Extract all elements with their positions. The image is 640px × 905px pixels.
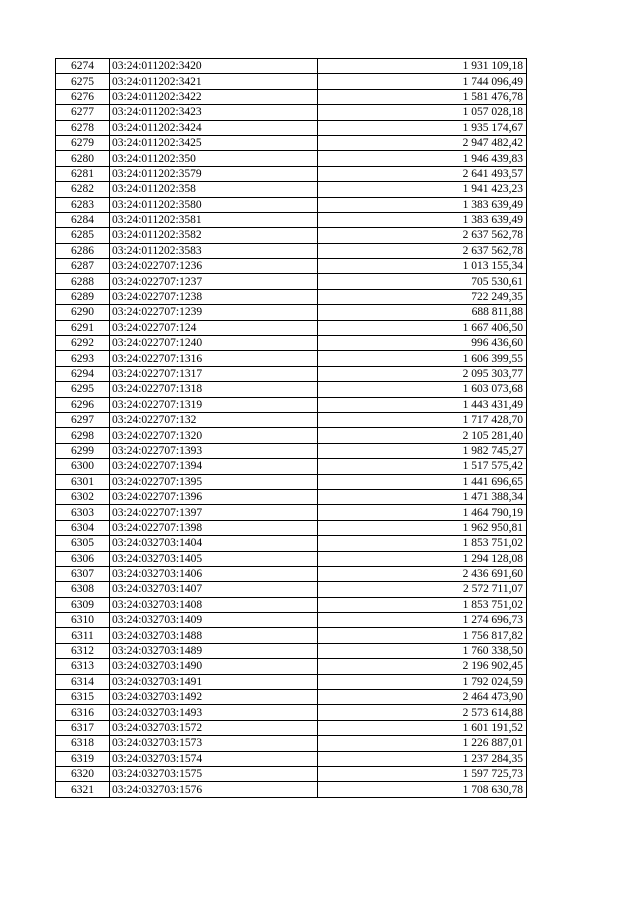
- value-cell: 1 464 790,19: [318, 505, 527, 520]
- table-row: [56, 336, 527, 351]
- row-number-cell: 6310: [56, 613, 110, 628]
- row-number-cell: 6315: [56, 690, 110, 705]
- row-number-cell: 6274: [56, 59, 110, 74]
- cadastral-number-cell: 03:24:011202:3425: [110, 135, 318, 150]
- value-cell: 1 013 155,34: [318, 259, 527, 274]
- cadastral-number-cell: 03:24:032703:1489: [110, 643, 318, 658]
- cadastral-number-cell: 03:24:032703:1406: [110, 566, 318, 581]
- row-number-cell: 6294: [56, 366, 110, 381]
- cadastral-number-cell: 03:24:011202:3582: [110, 228, 318, 243]
- row-number-cell: 6308: [56, 582, 110, 597]
- row-number-cell: 6286: [56, 243, 110, 258]
- value-cell: 1 443 431,49: [318, 397, 527, 412]
- row-number-cell: 6312: [56, 643, 110, 658]
- cadastral-number-cell: 03:24:032703:1407: [110, 582, 318, 597]
- value-cell: 1 760 338,50: [318, 643, 527, 658]
- table-row: [56, 474, 527, 489]
- row-number-cell: 6289: [56, 289, 110, 304]
- cadastral-number-cell: 03:24:022707:1317: [110, 366, 318, 381]
- cadastral-number-cell: 03:24:022707:1394: [110, 459, 318, 474]
- row-number-cell: 6319: [56, 751, 110, 766]
- row-number-cell: 6316: [56, 705, 110, 720]
- value-cell: 2 436 691,60: [318, 566, 527, 581]
- table-row: [56, 305, 527, 320]
- value-cell: 2 947 482,42: [318, 135, 527, 150]
- cadastral-number-cell: 03:24:022707:1316: [110, 351, 318, 366]
- row-number-cell: 6302: [56, 489, 110, 504]
- table-row: [56, 89, 527, 104]
- value-cell: 1 383 639,49: [318, 197, 527, 212]
- cadastral-number-cell: 03:24:022707:1236: [110, 259, 318, 274]
- table-row: [56, 720, 527, 735]
- row-number-cell: 6298: [56, 428, 110, 443]
- cadastral-number-cell: 03:24:022707:1319: [110, 397, 318, 412]
- row-number-cell: 6288: [56, 274, 110, 289]
- table-body: [56, 59, 527, 798]
- cadastral-number-cell: 03:24:022707:1396: [110, 489, 318, 504]
- cadastral-number-cell: 03:24:022707:1237: [110, 274, 318, 289]
- table-row: [56, 613, 527, 628]
- cadastral-number-cell: 03:24:022707:132: [110, 412, 318, 427]
- value-cell: 2 464 473,90: [318, 690, 527, 705]
- cadastral-number-cell: 03:24:032703:1491: [110, 674, 318, 689]
- value-cell: 1 708 630,78: [318, 782, 527, 797]
- value-cell: 1 792 024,59: [318, 674, 527, 689]
- value-cell: 1 982 745,27: [318, 443, 527, 458]
- row-number-cell: 6309: [56, 597, 110, 612]
- cadastral-number-cell: 03:24:032703:1409: [110, 613, 318, 628]
- cadastral-number-cell: 03:24:022707:124: [110, 320, 318, 335]
- row-number-cell: 6313: [56, 659, 110, 674]
- table-row: [56, 690, 527, 705]
- table-row: [56, 366, 527, 381]
- cadastral-number-cell: 03:24:032703:1573: [110, 736, 318, 751]
- cadastral-number-cell: 03:24:022707:1320: [110, 428, 318, 443]
- row-number-cell: 6306: [56, 551, 110, 566]
- row-number-cell: 6301: [56, 474, 110, 489]
- cadastral-number-cell: 03:24:011202:3420: [110, 59, 318, 74]
- table-row: [56, 351, 527, 366]
- row-number-cell: 6318: [56, 736, 110, 751]
- value-cell: 1 383 639,49: [318, 212, 527, 227]
- cadastral-number-cell: 03:24:032703:1404: [110, 536, 318, 551]
- table-row: [56, 289, 527, 304]
- value-cell: 1 226 887,01: [318, 736, 527, 751]
- value-cell: 1 744 096,49: [318, 74, 527, 89]
- cadastral-value-table: [55, 58, 527, 798]
- row-number-cell: 6287: [56, 259, 110, 274]
- table-row: [56, 259, 527, 274]
- table-row: [56, 197, 527, 212]
- row-number-cell: 6300: [56, 459, 110, 474]
- table-row: [56, 59, 527, 74]
- table-row: [56, 566, 527, 581]
- table-row: [56, 489, 527, 504]
- cadastral-number-cell: 03:24:022707:1239: [110, 305, 318, 320]
- value-cell: 1 581 476,78: [318, 89, 527, 104]
- table-row: [56, 751, 527, 766]
- value-cell: 688 811,88: [318, 305, 527, 320]
- value-cell: 1 606 399,55: [318, 351, 527, 366]
- row-number-cell: 6278: [56, 120, 110, 135]
- table-row: [56, 705, 527, 720]
- table-row: [56, 74, 527, 89]
- value-cell: 1 667 406,50: [318, 320, 527, 335]
- table-row: [56, 674, 527, 689]
- table-row: [56, 274, 527, 289]
- value-cell: 1 274 696,73: [318, 613, 527, 628]
- table-row: [56, 766, 527, 781]
- row-number-cell: 6296: [56, 397, 110, 412]
- cadastral-number-cell: 03:24:032703:1408: [110, 597, 318, 612]
- value-cell: 1 931 109,18: [318, 59, 527, 74]
- value-cell: 996 436,60: [318, 336, 527, 351]
- value-cell: 1 471 388,34: [318, 489, 527, 504]
- cadastral-number-cell: 03:24:011202:3424: [110, 120, 318, 135]
- table-row: [56, 505, 527, 520]
- row-number-cell: 6305: [56, 536, 110, 551]
- table-row: [56, 643, 527, 658]
- cadastral-number-cell: 03:24:032703:1575: [110, 766, 318, 781]
- table-row: [56, 182, 527, 197]
- table-row: [56, 151, 527, 166]
- row-number-cell: 6299: [56, 443, 110, 458]
- cadastral-number-cell: 03:24:032703:1492: [110, 690, 318, 705]
- value-cell: 2 105 281,40: [318, 428, 527, 443]
- cadastral-number-cell: 03:24:032703:1493: [110, 705, 318, 720]
- row-number-cell: 6304: [56, 520, 110, 535]
- row-number-cell: 6285: [56, 228, 110, 243]
- value-cell: 2 641 493,57: [318, 166, 527, 181]
- cadastral-number-cell: 03:24:022707:1393: [110, 443, 318, 458]
- cadastral-number-cell: 03:24:022707:1395: [110, 474, 318, 489]
- row-number-cell: 6279: [56, 135, 110, 150]
- table-row: [56, 659, 527, 674]
- cadastral-number-cell: 03:24:011202:3583: [110, 243, 318, 258]
- table-row: [56, 736, 527, 751]
- cadastral-number-cell: 03:24:011202:3423: [110, 105, 318, 120]
- row-number-cell: 6303: [56, 505, 110, 520]
- row-number-cell: 6291: [56, 320, 110, 335]
- row-number-cell: 6321: [56, 782, 110, 797]
- row-number-cell: 6276: [56, 89, 110, 104]
- value-cell: 1 603 073,68: [318, 382, 527, 397]
- value-cell: 1 962 950,81: [318, 520, 527, 535]
- cadastral-number-cell: 03:24:022707:1397: [110, 505, 318, 520]
- cadastral-number-cell: 03:24:032703:1488: [110, 628, 318, 643]
- value-cell: 2 095 303,77: [318, 366, 527, 381]
- table-row: [56, 412, 527, 427]
- row-number-cell: 6282: [56, 182, 110, 197]
- value-cell: 1 601 191,52: [318, 720, 527, 735]
- cadastral-number-cell: 03:24:022707:1238: [110, 289, 318, 304]
- table-row: [56, 520, 527, 535]
- value-cell: 722 249,35: [318, 289, 527, 304]
- row-number-cell: 6295: [56, 382, 110, 397]
- value-cell: 1 941 423,23: [318, 182, 527, 197]
- value-cell: 1 057 028,18: [318, 105, 527, 120]
- cadastral-number-cell: 03:24:011202:3581: [110, 212, 318, 227]
- table-row: [56, 120, 527, 135]
- value-cell: 2 637 562,78: [318, 228, 527, 243]
- table-row: [56, 551, 527, 566]
- cadastral-number-cell: 03:24:011202:3579: [110, 166, 318, 181]
- row-number-cell: 6317: [56, 720, 110, 735]
- table-row: [56, 166, 527, 181]
- value-cell: 705 530,61: [318, 274, 527, 289]
- row-number-cell: 6283: [56, 197, 110, 212]
- table-row: [56, 782, 527, 797]
- table-row: [56, 536, 527, 551]
- table-row: [56, 212, 527, 227]
- value-cell: 1 853 751,02: [318, 536, 527, 551]
- row-number-cell: 6293: [56, 351, 110, 366]
- table-row: [56, 320, 527, 335]
- row-number-cell: 6284: [56, 212, 110, 227]
- value-cell: 2 637 562,78: [318, 243, 527, 258]
- row-number-cell: 6292: [56, 336, 110, 351]
- cadastral-number-cell: 03:24:032703:1572: [110, 720, 318, 735]
- row-number-cell: 6290: [56, 305, 110, 320]
- table-row: [56, 397, 527, 412]
- cadastral-number-cell: 03:24:022707:1398: [110, 520, 318, 535]
- row-number-cell: 6311: [56, 628, 110, 643]
- cadastral-number-cell: 03:24:032703:1576: [110, 782, 318, 797]
- cadastral-number-cell: 03:24:011202:3422: [110, 89, 318, 104]
- row-number-cell: 6281: [56, 166, 110, 181]
- table-row: [56, 459, 527, 474]
- value-cell: 1 717 428,70: [318, 412, 527, 427]
- value-cell: 2 573 614,88: [318, 705, 527, 720]
- row-number-cell: 6320: [56, 766, 110, 781]
- value-cell: 1 597 725,73: [318, 766, 527, 781]
- value-cell: 1 237 284,35: [318, 751, 527, 766]
- cadastral-number-cell: 03:24:032703:1574: [110, 751, 318, 766]
- table-row: [56, 228, 527, 243]
- value-cell: 1 441 696,65: [318, 474, 527, 489]
- row-number-cell: 6280: [56, 151, 110, 166]
- value-cell: 2 572 711,07: [318, 582, 527, 597]
- value-cell: 2 196 902,45: [318, 659, 527, 674]
- cadastral-number-cell: 03:24:011202:358: [110, 182, 318, 197]
- cadastral-number-cell: 03:24:032703:1490: [110, 659, 318, 674]
- table-row: [56, 105, 527, 120]
- value-cell: 1 935 174,67: [318, 120, 527, 135]
- table-row: [56, 428, 527, 443]
- row-number-cell: 6297: [56, 412, 110, 427]
- table-row: [56, 243, 527, 258]
- cadastral-number-cell: 03:24:011202:3421: [110, 74, 318, 89]
- value-cell: 1 946 439,83: [318, 151, 527, 166]
- row-number-cell: 6277: [56, 105, 110, 120]
- table-row: [56, 135, 527, 150]
- row-number-cell: 6314: [56, 674, 110, 689]
- cadastral-number-cell: 03:24:022707:1318: [110, 382, 318, 397]
- cadastral-number-cell: 03:24:022707:1240: [110, 336, 318, 351]
- table-row: [56, 443, 527, 458]
- row-number-cell: 6275: [56, 74, 110, 89]
- value-cell: 1 517 575,42: [318, 459, 527, 474]
- table-row: [56, 628, 527, 643]
- value-cell: 1 756 817,82: [318, 628, 527, 643]
- row-number-cell: 6307: [56, 566, 110, 581]
- cadastral-number-cell: 03:24:011202:350: [110, 151, 318, 166]
- cadastral-number-cell: 03:24:032703:1405: [110, 551, 318, 566]
- table-row: [56, 382, 527, 397]
- table-row: [56, 597, 527, 612]
- value-cell: 1 294 128,08: [318, 551, 527, 566]
- cadastral-number-cell: 03:24:011202:3580: [110, 197, 318, 212]
- value-cell: 1 853 751,02: [318, 597, 527, 612]
- table-row: [56, 582, 527, 597]
